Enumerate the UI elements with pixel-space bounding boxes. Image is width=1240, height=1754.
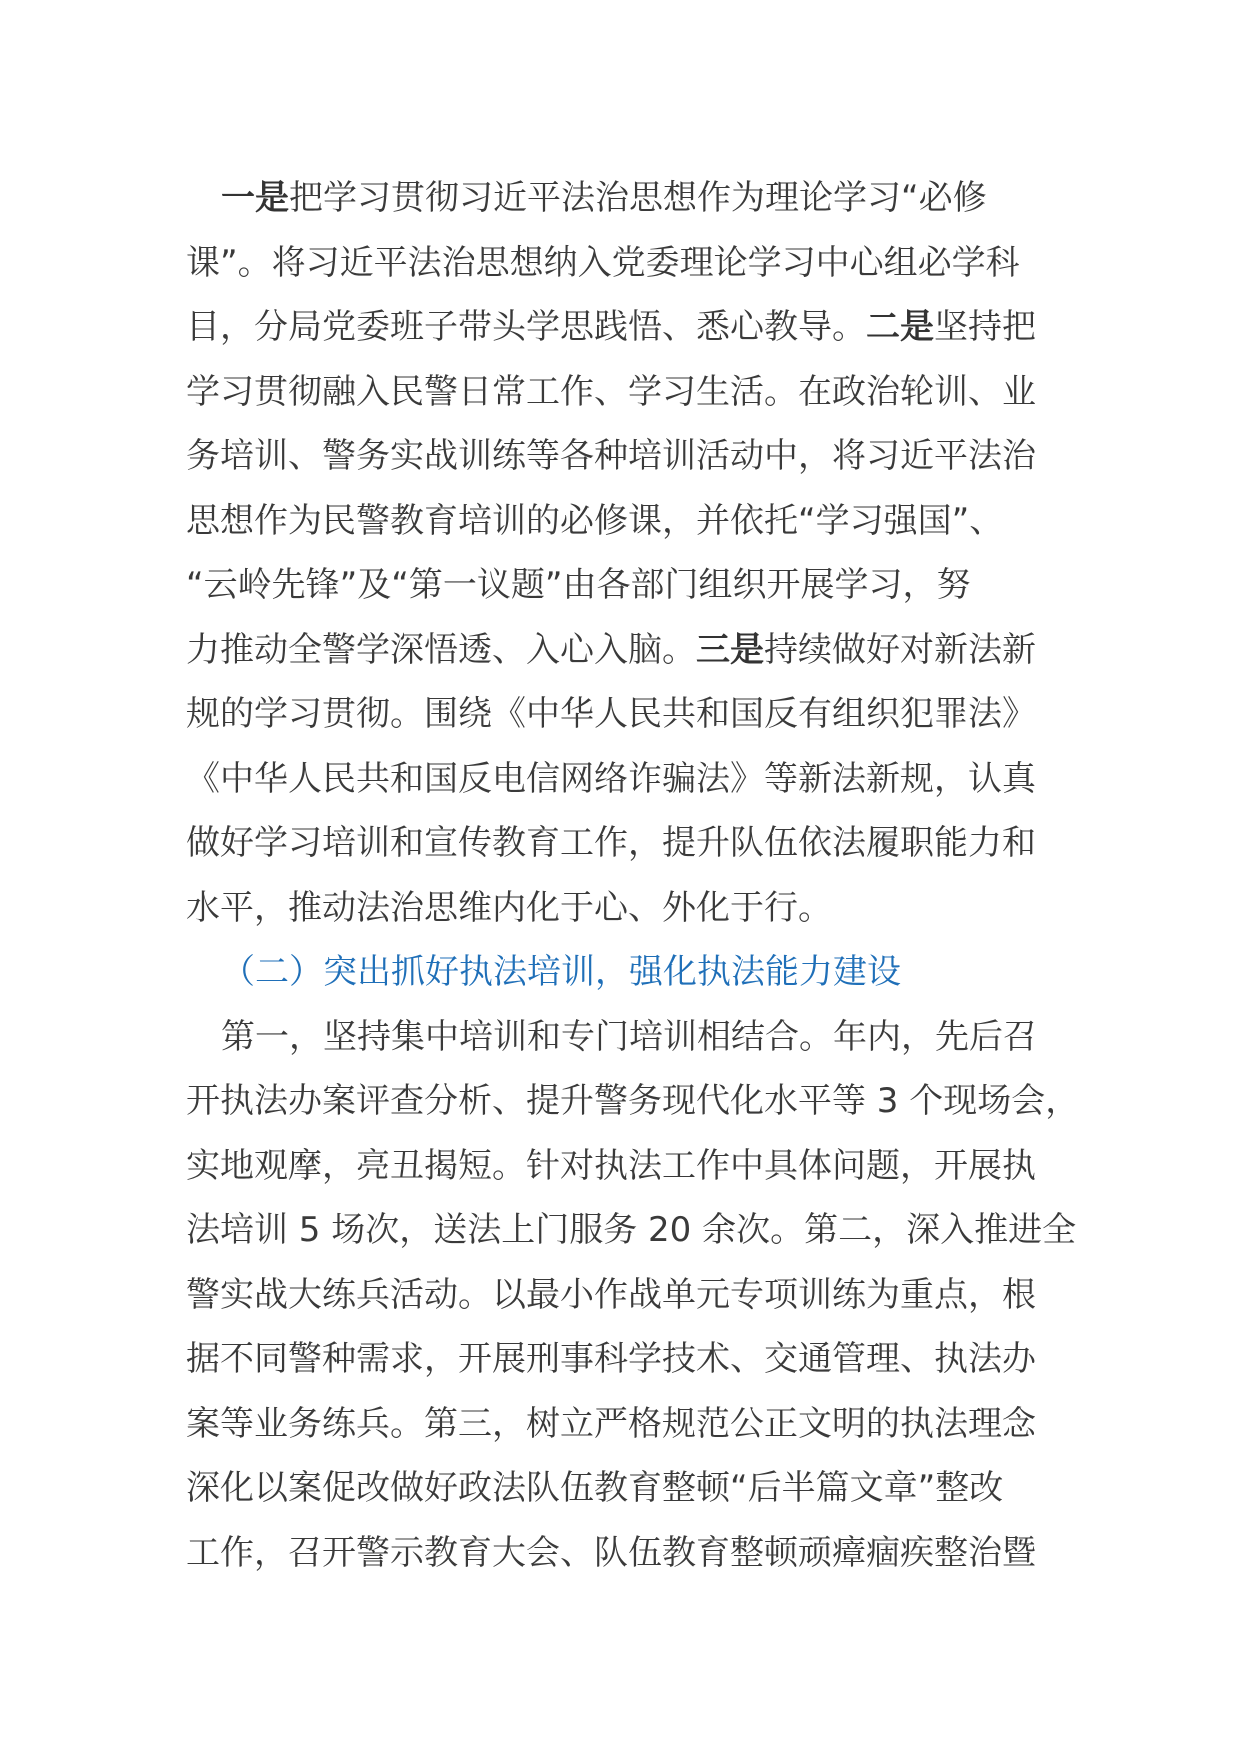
text-line (186, 876, 1086, 941)
text-line (186, 618, 1086, 683)
paragraph-text: “云岭先锋”及“第一议题”由各部门组织开展学习，努 (186, 565, 971, 605)
paragraph-text: 把学习贯彻习近平法治思想作为理论学习“必修 (289, 178, 987, 218)
paragraph-text: 案等业务练兵。第三，树立严格规范公正文明的执法理念 (186, 1403, 1036, 1444)
paragraph-text: 务培训、警务实战训练等各种培训活动中，将习近平法治 (186, 436, 1036, 476)
paragraph-text: 规的学习贯彻。围绕《中华人民共和国反有组织犯罪法》 (186, 694, 1036, 734)
text-line (186, 1327, 1086, 1392)
text-line (186, 166, 1086, 231)
paragraph-text: 坚持把 (934, 307, 1036, 347)
text-line (186, 1005, 1086, 1070)
paragraph-text: 警实战大练兵活动。以最小作战单元专项训练为重点，根 (186, 1274, 1036, 1315)
paragraph-text: 深化以案促改做好政法队伍教育整顿“后半篇文章”整改 (186, 1468, 1004, 1508)
paragraph-text: 课”。将习近平法治思想纳入党委理论学习中心组必学科 (186, 242, 1020, 283)
document-body (186, 166, 1086, 1585)
text-line (186, 1198, 1086, 1263)
text-line (186, 1521, 1086, 1586)
text-line (186, 424, 1086, 489)
text-line (186, 360, 1086, 425)
emphasis-label: 一是 (221, 178, 289, 218)
paragraph-text: 法培训 5 场次，送法上门服务 20 余次。第二，深入推进全 (186, 1210, 1077, 1250)
text-line (186, 682, 1086, 747)
text-line (186, 940, 1086, 1005)
text-line (186, 489, 1086, 554)
text-line (186, 1392, 1086, 1457)
emphasis-label: 三是 (696, 629, 764, 670)
emphasis-label: 二是 (866, 307, 934, 347)
paragraph-text: 学习贯彻融入民警日常工作、学习生活。在政治轮训、业 (186, 371, 1036, 412)
paragraph-text: 做好学习培训和宣传教育工作，提升队伍依法履职能力和 (186, 823, 1036, 863)
paragraph-text: 水平，推动法治思维内化于心、外化于行。 (186, 887, 832, 928)
text-line (186, 1134, 1086, 1199)
text-line (186, 295, 1086, 360)
section-heading: （二）突出抓好执法培训，强化执法能力建设 (221, 952, 901, 992)
paragraph-text: 开执法办案评查分析、提升警务现代化水平等 3 个现场会， (186, 1081, 1080, 1121)
text-line (186, 553, 1086, 618)
text-line (186, 747, 1086, 812)
text-line (186, 231, 1086, 296)
paragraph-text: 思想作为民警教育培训的必修课，并依托“学习强国”、 (186, 500, 1004, 541)
text-line (186, 1069, 1086, 1134)
paragraph-text: 持续做好对新法新 (764, 629, 1036, 670)
text-line (186, 1456, 1086, 1521)
paragraph-text: 第一，坚持集中培训和专门培训相结合。年内，先后召 (221, 1016, 1037, 1057)
paragraph-text: 目，分局党委班子带头学思践悟、悉心教导。 (186, 307, 866, 347)
text-line (186, 811, 1086, 876)
paragraph-text: 工作，召开警示教育大会、队伍教育整顿顽瘴痼疾整治暨 (186, 1532, 1036, 1573)
paragraph-text: 实地观摩，亮丑揭短。针对执法工作中具体问题，开展执 (186, 1145, 1036, 1186)
text-line (186, 1263, 1086, 1328)
paragraph-text: 力推动全警学深悟透、入心入脑。 (186, 629, 696, 670)
paragraph-text: 《中华人民共和国反电信网络诈骗法》等新法新规，认真 (186, 758, 1036, 799)
paragraph-text: 据不同警种需求，开展刑事科学技术、交通管理、执法办 (186, 1339, 1036, 1379)
